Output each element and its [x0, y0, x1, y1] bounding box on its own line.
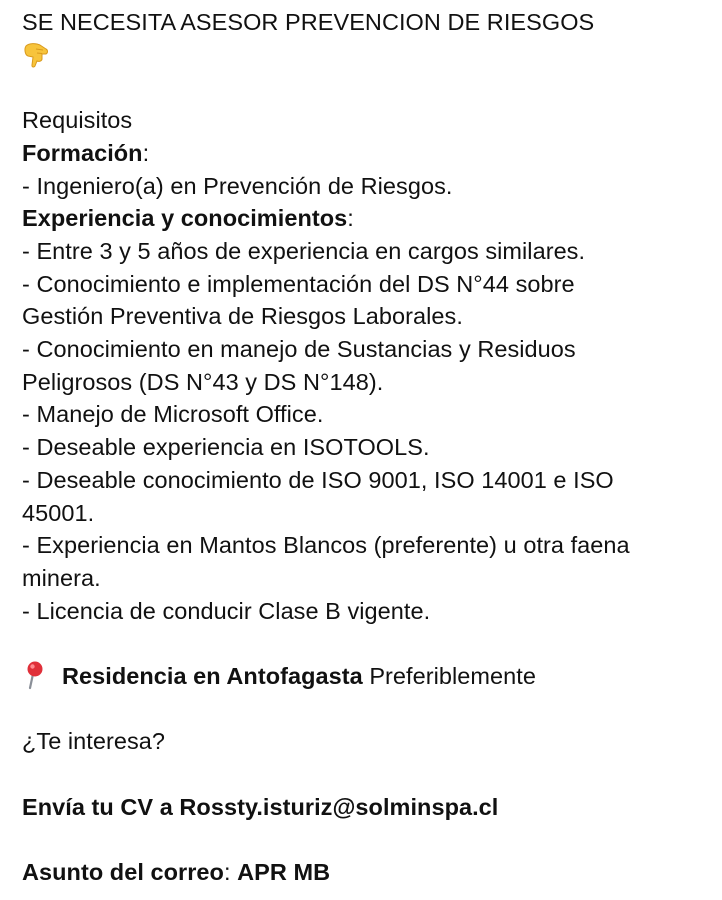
experiencia-heading: Experiencia y conocimientos [22, 205, 348, 232]
spacer [22, 71, 700, 104]
experiencia-line: minera. [22, 564, 101, 591]
spacer [22, 824, 700, 857]
post-title: SE NECESITA ASESOR PREVENCION DE RIESGOS [22, 9, 595, 35]
residencia-line [22, 660, 700, 693]
experiencia-line: - Experiencia en Mantos Blancos (preferente) u otra faena [22, 532, 630, 559]
experiencia-line: - Licencia de conducir Clase B vigente. [22, 597, 431, 624]
spacer [22, 627, 700, 660]
experiencia-colon: : [347, 205, 354, 232]
question-text: ¿Te interesa? [22, 728, 166, 755]
backhand-index-pointing-down-icon [22, 40, 50, 68]
asunto-label: Asunto del correo [22, 859, 224, 886]
residencia-bold: Residencia en Antofagasta [62, 663, 363, 690]
experiencia-line: - Deseable experiencia en ISOTOOLS. [22, 434, 430, 461]
experiencia-line: - Conocimiento en manejo de Sustancias y Residuos [22, 336, 576, 363]
experiencia-line: Gestión Preventiva de Riesgos Laborales. [22, 303, 463, 330]
asunto-colon: : [223, 859, 238, 886]
asunto-line [22, 856, 700, 889]
pointing-line [22, 39, 700, 72]
experiencia-line: Peligrosos (DS N°43 y DS N°148). [22, 368, 384, 395]
experiencia-line: - Deseable conocimiento de ISO 9001, ISO 14001 e ISO [22, 466, 614, 493]
spacer [22, 693, 700, 726]
cv-email-link[interactable]: Envía tu CV a Rossty.isturiz@solminspa.cl [22, 793, 499, 820]
experiencia-line: - Conocimiento e implementación del DS N°44 sobre [22, 270, 575, 297]
experiencia-line: 45001. [22, 499, 95, 526]
asunto-value: APR MB [237, 859, 331, 886]
experiencia-line: - Manejo de Microsoft Office. [22, 401, 324, 428]
spacer [22, 758, 700, 791]
formacion-colon: : [142, 139, 150, 166]
formacion-item: - Ingeniero(a) en Prevención de Riesgos. [22, 172, 453, 199]
formacion-heading-line [22, 137, 700, 170]
experiencia-line: - Entre 3 y 5 años de experiencia en cargos similares. [22, 237, 586, 264]
formacion-heading: Formación [22, 139, 143, 166]
residencia-rest: Preferiblemente [362, 663, 536, 690]
requisitos-label: Requisitos [22, 107, 133, 134]
round-pushpin-icon [22, 660, 48, 690]
experiencia-heading-line [22, 202, 700, 235]
